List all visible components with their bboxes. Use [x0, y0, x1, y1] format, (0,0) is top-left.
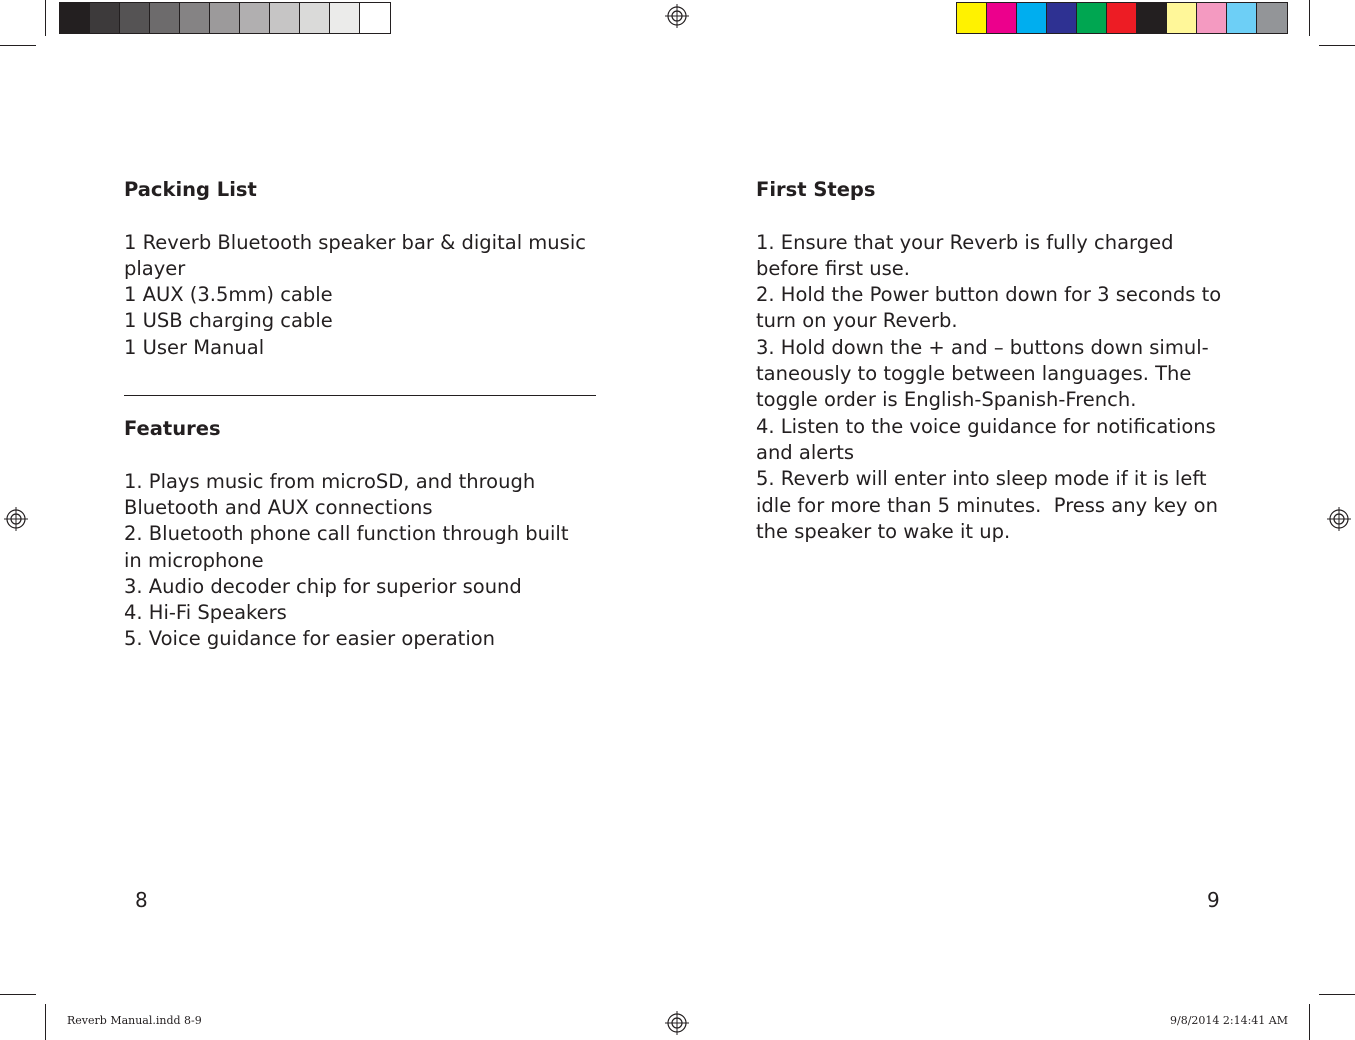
grayscale-color-bar	[59, 2, 391, 34]
crop-mark	[45, 0, 46, 36]
packing-list-heading: Packing List	[124, 178, 257, 201]
list-item: 3. Hold down the + and – buttons down simul-	[756, 335, 1209, 359]
list-item: turn on your Reverb.	[756, 309, 958, 333]
color-swatch	[120, 3, 150, 33]
color-swatch	[180, 3, 210, 33]
color-swatch	[1197, 3, 1227, 33]
color-swatch	[150, 3, 180, 33]
list-item: 5. Voice guidance for easier operation	[124, 627, 496, 651]
list-item: player	[124, 256, 186, 280]
crop-mark	[1309, 1004, 1310, 1040]
packing-list	[124, 230, 604, 361]
left-page-content	[124, 177, 604, 653]
crop-mark	[1309, 0, 1310, 36]
list-item: 4. Listen to the voice guidance for notiﬁcations	[756, 414, 1216, 438]
page-number-left: 8	[135, 888, 148, 912]
list-item: 1 AUX (3.5mm) cable	[124, 283, 333, 307]
color-swatch	[60, 3, 90, 33]
registration-mark-icon	[1327, 507, 1351, 531]
color-swatch	[210, 3, 240, 33]
color-swatch	[360, 3, 390, 33]
registration-mark-icon	[4, 507, 28, 531]
list-item: toggle order is English-Spanish-French.	[756, 388, 1137, 412]
slug-timestamp: 9/8/2014 2:14:41 AM	[1169, 1014, 1288, 1027]
list-item: the speaker to wake it up.	[756, 519, 1011, 543]
crop-mark	[0, 45, 36, 46]
color-swatch	[240, 3, 270, 33]
list-item: 5. Reverb will enter into sleep mode if it is left	[756, 467, 1207, 491]
color-swatch	[300, 3, 330, 33]
color-swatch	[1137, 3, 1167, 33]
first-steps-list	[756, 230, 1246, 546]
color-swatch	[1077, 3, 1107, 33]
color-swatch	[90, 3, 120, 33]
color-swatch	[1107, 3, 1137, 33]
color-swatch	[1047, 3, 1077, 33]
first-steps-heading: First Steps	[756, 178, 876, 201]
crop-mark	[1319, 45, 1355, 46]
page-number-right: 9	[1207, 888, 1220, 912]
list-item: 1. Plays music from microSD, and through	[124, 469, 536, 493]
crop-mark	[0, 994, 36, 995]
list-item: and alerts	[756, 440, 855, 464]
list-item: 2. Bluetooth phone call function through built	[124, 522, 569, 546]
section-divider	[124, 395, 596, 396]
process-color-bar	[956, 2, 1288, 34]
list-item: in microphone	[124, 548, 264, 572]
color-swatch	[1227, 3, 1257, 33]
list-item: 3. Audio decoder chip for superior sound	[124, 574, 522, 598]
color-swatch	[957, 3, 987, 33]
list-item: idle for more than 5 minutes. Press any key on	[756, 493, 1218, 517]
list-item: Bluetooth and AUX connections	[124, 495, 433, 519]
features-list	[124, 469, 604, 653]
registration-mark-icon	[665, 1011, 689, 1035]
list-item: before ﬁrst use.	[756, 256, 910, 280]
color-swatch	[1257, 3, 1287, 33]
list-item: 2. Hold the Power button down for 3 seconds to	[756, 283, 1222, 307]
list-item: 1 User Manual	[124, 335, 265, 359]
list-item: 1. Ensure that your Reverb is fully charged	[756, 230, 1174, 254]
crop-mark	[1319, 994, 1355, 995]
right-page-content	[756, 177, 1246, 545]
crop-mark	[45, 1004, 46, 1040]
color-swatch	[987, 3, 1017, 33]
list-item: 1 Reverb Bluetooth speaker bar & digital music	[124, 230, 586, 254]
color-swatch	[270, 3, 300, 33]
slug-filename: Reverb Manual.indd 8-9	[67, 1014, 202, 1027]
color-swatch	[330, 3, 360, 33]
color-swatch	[1017, 3, 1047, 33]
color-swatch	[1167, 3, 1197, 33]
list-item: 4. Hi-Fi Speakers	[124, 601, 287, 625]
list-item: taneously to toggle between languages. The	[756, 362, 1192, 386]
registration-mark-icon	[665, 4, 689, 28]
features-heading: Features	[124, 417, 221, 441]
list-item: 1 USB charging cable	[124, 309, 333, 333]
